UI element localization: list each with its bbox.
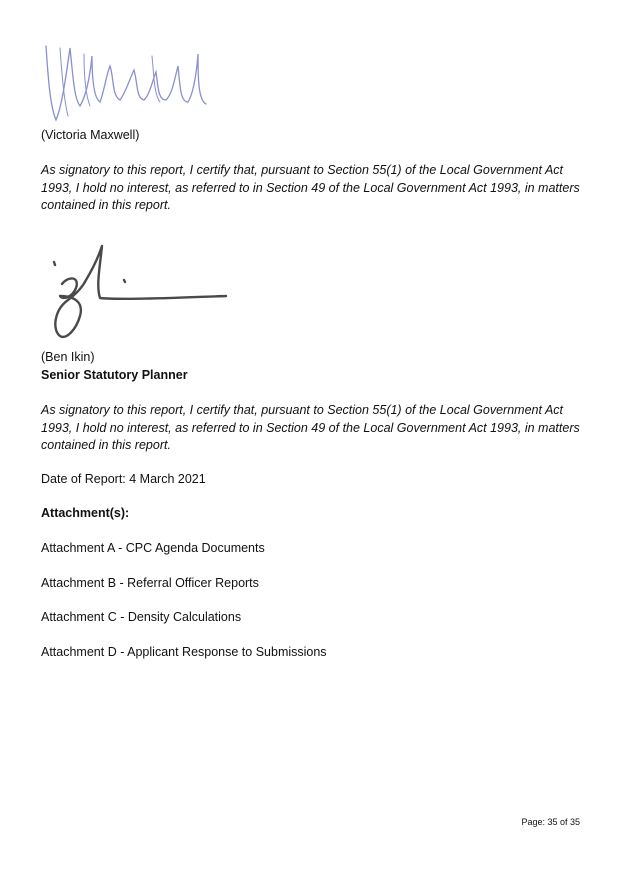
report-date: Date of Report: 4 March 2021	[41, 472, 206, 486]
attachment-item: Attachment D - Applicant Response to Submissions	[41, 645, 327, 659]
attachment-item: Attachment A - CPC Agenda Documents	[41, 541, 265, 555]
signatory-2-title: Senior Statutory Planner	[41, 368, 188, 382]
attachments-heading: Attachment(s):	[41, 506, 130, 520]
signatory-2-certification: As signatory to this report, I certify that, pursuant to Section 55(1) of the Local Government Act 1993, I hold no interest, as referred to in Section 49 of the Local Government Act 1993, in matters contained in this report.	[41, 403, 580, 452]
attachment-item: Attachment B - Referral Officer Reports	[41, 576, 259, 590]
signatory-2-name: (Ben Ikin)	[41, 350, 95, 364]
attachment-item: Attachment C - Density Calculations	[41, 610, 242, 624]
page-number: Page: 35 of 35	[521, 817, 580, 827]
signature-ben-ikin	[40, 236, 240, 348]
signature-victoria-maxwell	[40, 36, 210, 126]
signatory-1-name: (Victoria Maxwell)	[41, 128, 140, 142]
signatory-1-certification: As signatory to this report, I certify that, pursuant to Section 55(1) of the Local Government Act 1993, I hold no interest, as referred to in Section 49 of the Local Government Act 1993, in matters contained in this report.	[41, 163, 580, 212]
